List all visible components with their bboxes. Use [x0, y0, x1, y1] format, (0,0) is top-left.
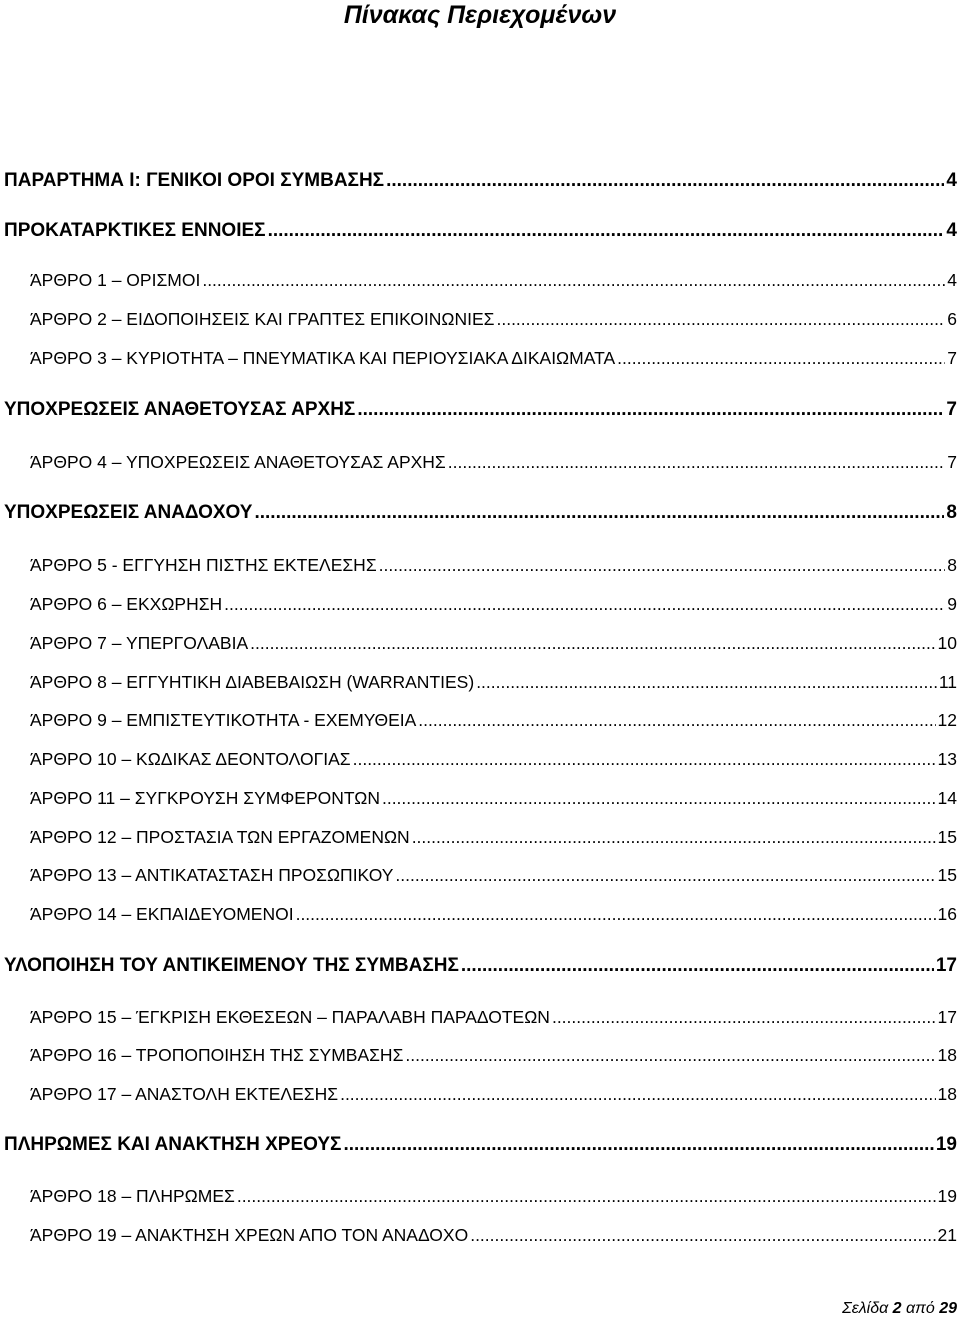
toc-entry-label: ΆΡΘΡΟ 18 – ΠΛΗΡΩΜΕΣ — [30, 1186, 235, 1206]
dot-leader — [296, 902, 936, 926]
toc-entry-page: 9 — [947, 594, 957, 614]
toc-entry-article-10[interactable] — [0, 747, 960, 771]
dot-leader — [379, 553, 946, 577]
toc-entry-label: ΆΡΘΡΟ 11 – ΣΥΓΚΡΟΥΣΗ ΣΥΜΦΕΡΟΝΤΩΝ — [30, 788, 380, 808]
toc-entry-article-5[interactable] — [0, 553, 960, 577]
toc-entry-page: 18 — [937, 1045, 957, 1065]
toc-entry-preliminary-concepts[interactable] — [0, 218, 960, 244]
toc-entry-label: ΆΡΘΡΟ 10 – ΚΩΔΙΚΑΣ ΔΕΟΝΤΟΛΟΓΙΑΣ — [30, 749, 351, 769]
footer-current-page: 2 — [892, 1300, 902, 1317]
toc-entry-label: ΥΠΟΧΡΕΩΣΕΙΣ ΑΝΑΘΕΤΟΥΣΑΣ ΑΡΧΗΣ — [4, 399, 356, 420]
toc-entry-page: 4 — [946, 220, 957, 241]
dot-leader — [476, 670, 937, 694]
toc-entry-page: 7 — [946, 399, 957, 420]
toc-entry-article-12[interactable] — [0, 825, 960, 849]
toc-entry-label: ΠΑΡΑΡΤΗΜΑ Ι: ΓΕΝΙΚΟΙ ΟΡΟΙ ΣΥΜΒΑΣΗΣ — [4, 170, 385, 191]
dot-leader — [340, 1082, 935, 1106]
toc-entry-label: ΠΛΗΡΩΜΕΣ ΚΑΙ ΑΝΑΚΤΗΣΗ ΧΡΕΟΥΣ — [4, 1134, 342, 1155]
dot-leader — [470, 1223, 935, 1247]
footer-total-pages: 29 — [939, 1300, 957, 1317]
toc-entry-page: 14 — [937, 788, 957, 808]
toc-entry-article-17[interactable] — [0, 1082, 960, 1106]
dot-leader — [386, 168, 944, 194]
toc-entry-page: 4 — [947, 270, 957, 290]
toc-entry-page: 17 — [935, 955, 957, 976]
toc-entry-article-1[interactable] — [0, 268, 960, 292]
toc-entry-label: ΠΡΟΚΑΤΑΡΚΤΙΚΕΣ ΕΝΝΟΙΕΣ — [4, 220, 266, 241]
dot-leader — [202, 268, 945, 292]
toc-entry-label: ΆΡΘΡΟ 8 – ΕΓΓΥΗΤΙΚΗ ΔΙΑΒΕΒΑΙΩΣΗ (WARRANTIES) — [30, 672, 475, 692]
toc-entry-label: ΆΡΘΡΟ 13 – ΑΝΤΙΚΑΤΑΣΤΑΣΗ ΠΡΟΣΩΠΙΚΟΥ — [30, 865, 394, 885]
dot-leader — [405, 1043, 935, 1067]
toc-entry-page: 8 — [947, 555, 957, 575]
dot-leader — [617, 346, 945, 370]
toc-entry-contractor-obligations[interactable] — [0, 500, 960, 526]
toc-entry-page: 16 — [937, 904, 957, 924]
toc-entry-page: 13 — [937, 749, 957, 769]
dot-leader — [418, 708, 935, 732]
toc-entry-label: ΥΛΟΠΟΙΗΣΗ ΤΟΥ ΑΝΤΙΚΕΙΜΕΝΟΥ ΤΗΣ ΣΥΜΒΑΣΗΣ — [4, 955, 459, 976]
toc-entry-contract-implementation[interactable] — [0, 953, 960, 979]
footer-prefix: Σελίδα — [842, 1300, 893, 1317]
toc-entry-page: 21 — [937, 1225, 957, 1245]
toc-entry-page: 19 — [935, 1134, 957, 1155]
toc-entry-page: 19 — [937, 1186, 957, 1206]
toc-entry-label: ΆΡΘΡΟ 3 – ΚΥΡΙΟΤΗΤΑ – ΠΝΕΥΜΑΤΙΚΑ ΚΑΙ ΠΕΡΙΟΥΣΙΑΚΑ ΔΙΚΑΙΩΜΑΤΑ — [30, 348, 616, 368]
toc-entry-label: ΆΡΘΡΟ 15 – ΈΓΚΡΙΣΗ ΕΚΘΕΣΕΩΝ – ΠΑΡΑΛΑΒΗ ΠΑΡΑΔΟΤΕΩΝ — [30, 1007, 550, 1027]
dot-leader — [552, 1005, 936, 1029]
dot-leader — [250, 631, 935, 655]
toc-entry-article-9[interactable] — [0, 708, 960, 732]
toc-entry-label: ΆΡΘΡΟ 12 – ΠΡΟΣΤΑΣΙΑ ΤΩΝ ΕΡΓΑΖΟΜΕΝΩΝ — [30, 827, 410, 847]
toc-entry-article-13[interactable] — [0, 863, 960, 887]
toc-entry-label: ΆΡΘΡΟ 16 – ΤΡΟΠΟΠΟΙΗΣΗ ΤΗΣ ΣΥΜΒΑΣΗΣ — [30, 1045, 404, 1065]
toc-entry-article-3[interactable] — [0, 346, 960, 370]
toc-entry-label: ΆΡΘΡΟ 7 – ΥΠΕΡΓΟΛΑΒΙΑ — [30, 633, 249, 653]
toc-entry-article-15[interactable] — [0, 1005, 960, 1029]
page-footer — [842, 1299, 957, 1319]
toc-entry-page: 7 — [947, 452, 957, 472]
dot-leader — [224, 592, 945, 616]
toc-entry-page: 10 — [937, 633, 957, 653]
dot-leader — [412, 825, 936, 849]
toc-entry-article-16[interactable] — [0, 1043, 960, 1067]
toc-entry-label: ΆΡΘΡΟ 17 – ΑΝΑΣΤΟΛΗ ΕΚΤΕΛΕΣΗΣ — [30, 1084, 339, 1104]
toc-entry-article-6[interactable] — [0, 592, 960, 616]
toc-entry-page: 15 — [937, 827, 957, 847]
toc-entry-label: ΆΡΘΡΟ 1 – ΟΡΙΣΜΟΙ — [30, 270, 201, 290]
footer-middle: από — [901, 1300, 940, 1317]
dot-leader — [357, 397, 944, 423]
toc-entry-page: 8 — [946, 502, 957, 523]
toc-entry-label: ΆΡΘΡΟ 6 – ΕΚΧΩΡΗΣΗ — [30, 594, 223, 614]
dot-leader — [353, 747, 936, 771]
toc-entry-page: 18 — [937, 1084, 957, 1104]
toc-entry-article-4[interactable] — [0, 450, 960, 474]
toc-entry-article-11[interactable] — [0, 786, 960, 810]
toc-entry-label: ΆΡΘΡΟ 2 – ΕΙΔΟΠΟΙΗΣΕΙΣ ΚΑΙ ΓΡΑΠΤΕΣ ΕΠΙΚΟΙΝΩΝΙΕΣ — [30, 309, 495, 329]
dot-leader — [448, 450, 946, 474]
toc-entry-label: ΆΡΘΡΟ 9 – ΕΜΠΙΣΤΕΥΤΙΚΟΤΗΤΑ - ΕΧΕΜΥΘΕΙΑ — [30, 710, 417, 730]
toc-entry-page: 4 — [946, 170, 957, 191]
toc-entry-article-7[interactable] — [0, 631, 960, 655]
toc-entry-article-19[interactable] — [0, 1223, 960, 1247]
toc-entry-page: 7 — [947, 348, 957, 368]
toc-entry-label: ΆΡΘΡΟ 5 - ΕΓΓΥΗΣΗ ΠΙΣΤΗΣ ΕΚΤΕΛΕΣΗΣ — [30, 555, 377, 575]
toc-entry-label: ΆΡΘΡΟ 19 – ΑΝΑΚΤΗΣΗ ΧΡΕΩΝ ΑΠΟ ΤΟΝ ΑΝΑΔΟΧΟ — [30, 1225, 469, 1245]
toc-entry-article-8[interactable] — [0, 670, 960, 694]
toc-entry-article-14[interactable] — [0, 902, 960, 926]
toc-entry-contracting-authority-obligations[interactable] — [0, 397, 960, 423]
toc-entry-label: ΥΠΟΧΡΕΩΣΕΙΣ ΑΝΑΔΟΧΟΥ — [4, 502, 253, 523]
dot-leader — [254, 500, 944, 526]
toc-title: Πίνακας Περιεχομένων — [343, 1, 617, 29]
toc-entry-article-2[interactable] — [0, 307, 960, 331]
dot-leader — [395, 863, 935, 887]
dot-leader — [496, 307, 945, 331]
toc-entry-page: 6 — [947, 309, 957, 329]
toc-entry-page: 12 — [937, 710, 957, 730]
toc-entry-label: ΆΡΘΡΟ 4 – ΥΠΟΧΡΕΩΣΕΙΣ ΑΝΑΘΕΤΟΥΣΑΣ ΑΡΧΗΣ — [30, 452, 446, 472]
dot-leader — [461, 953, 934, 979]
toc-entry-label: ΆΡΘΡΟ 14 – ΕΚΠΑΙΔΕΥΟΜΕΝΟΙ — [30, 904, 294, 924]
toc-entry-page: 17 — [937, 1007, 957, 1027]
dot-leader — [268, 218, 945, 244]
dot-leader — [382, 786, 936, 810]
toc-entry-page: 15 — [937, 865, 957, 885]
toc-entry-annex-general-terms[interactable] — [0, 168, 960, 194]
toc-entry-payments-debt-recovery[interactable] — [0, 1132, 960, 1158]
toc-entry-page: 11 — [938, 672, 957, 692]
toc-entry-article-18[interactable] — [0, 1184, 960, 1208]
dot-leader — [237, 1184, 936, 1208]
dot-leader — [343, 1132, 933, 1158]
